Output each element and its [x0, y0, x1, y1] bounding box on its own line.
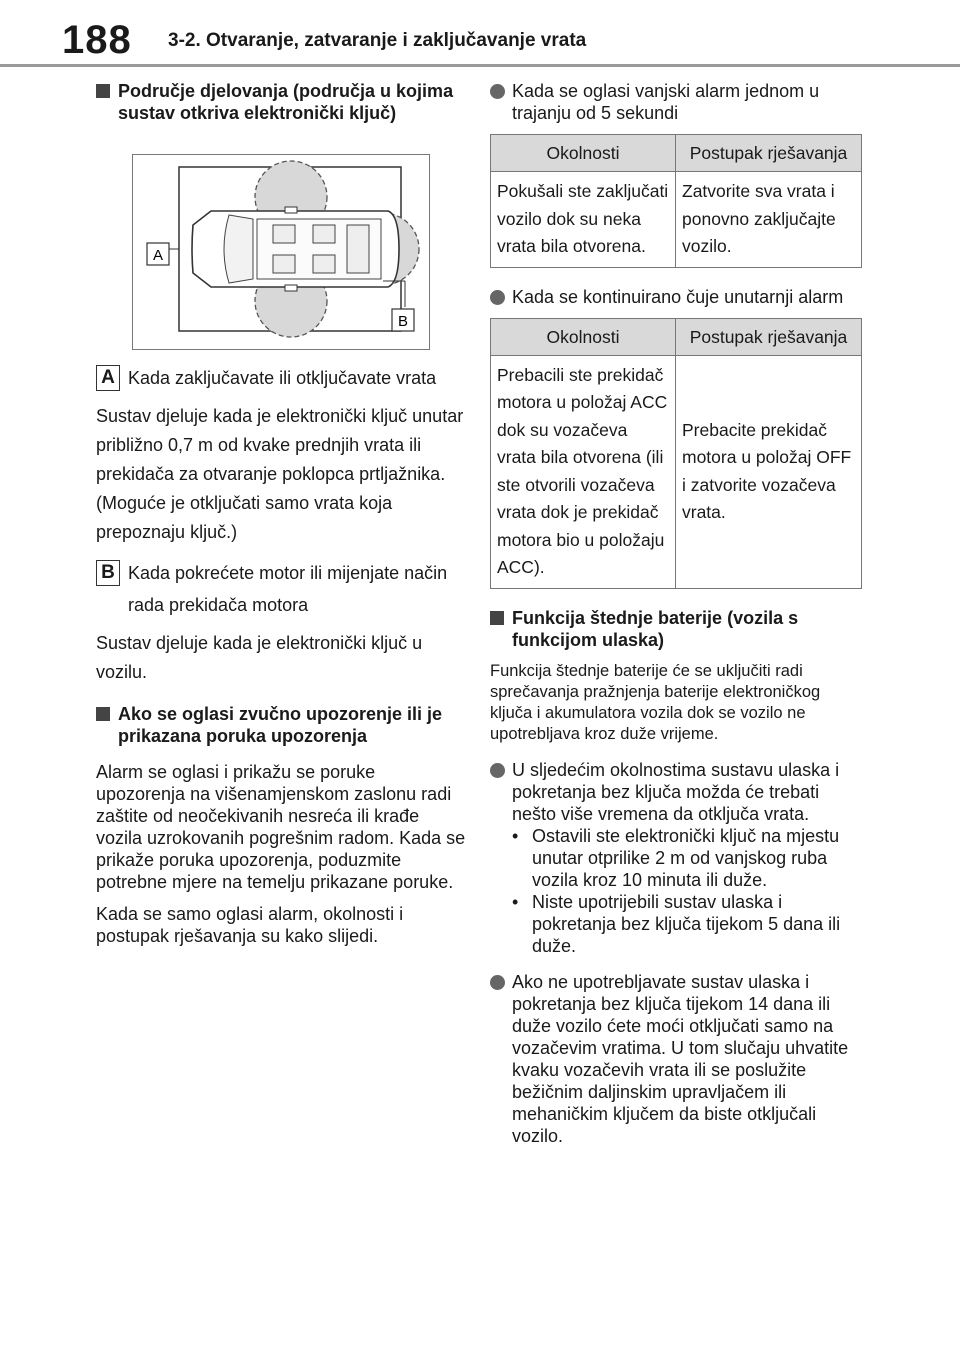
door-handle-left: [285, 207, 297, 213]
table-header: Okolnosti: [491, 135, 676, 172]
left-column: [96, 80, 466, 957]
circle-bullet-icon: [490, 975, 505, 990]
table-cell: Prebacite prekidač motora u položaj OFF i zatvorite vozačeva vrata.: [676, 355, 862, 588]
bullet-14-days: Ako ne upotrebljavate sustav ulaska i pokretanja bez ključa tijekom 14 dana ili duže vozilo ćete moći otključati samo na vozačevim vratima. U tom slučaju uhvatite kvaku vozačevih vrata ili se poslužite bežičnim daljinskim upravljačem ili mehaničkim ključem da biste otključali vozilo.: [490, 971, 866, 1147]
door-handle-right: [285, 285, 297, 291]
item-b-label: B Kada pokrećete motor ili mijenjate način rada prekidača motora: [96, 557, 466, 621]
table-row: [491, 355, 862, 588]
windshield: [224, 215, 253, 283]
item-b-text: Sustav djeluje kada je elektronički ključ u vozilu.: [96, 633, 423, 682]
chapter-title: 3-2. Otvaranje, zatvaranje i zaključavanje vrata: [168, 30, 587, 51]
dash-item-key-nearby: • Ostavili ste elektronički ključ na mjestu unutar otprilike 2 m od vanjskog ruba vozila kroz 10 minuta ili duže.: [512, 825, 840, 890]
section-heading-battery-saving: Funkcija štednje baterije (vozila s funkcijom ulaska): [490, 607, 866, 651]
table-cell: Prebacili ste prekidač motora u položaj ACC dok su vozačeva vrata bila otvorena (ili ste otvorili vozačeva vrata dok je prekidač motora bio u položaju ACC).: [491, 355, 676, 588]
table-header: Okolnosti: [491, 318, 676, 355]
callout-label-a: A: [152, 247, 164, 264]
seat-third-row: [347, 225, 369, 273]
section-heading-warning: Ako se oglasi zvučno upozorenje ili je prikazana poruka upozorenja: [96, 703, 466, 747]
table-cell: Pokušali ste zaključati vozilo dok su neka vrata bila otvorena.: [491, 172, 676, 268]
circle-bullet-icon: [490, 763, 505, 778]
square-bullet-icon: [490, 611, 504, 625]
page-header: [0, 0, 960, 70]
car-range-illustration: [133, 155, 429, 349]
bullet-external-alarm: Kada se oglasi vanjski alarm jednom u trajanju od 5 sekundi: [490, 80, 866, 124]
warning-paragraph-2: Kada se samo oglasi alarm, okolnosti i postupak rješavanja su kako slijedi.: [96, 904, 404, 946]
bullet-internal-alarm: Kada se kontinuirano čuje unutarnji alarm: [490, 286, 866, 308]
square-bullet-icon: [96, 707, 110, 721]
table-row: [491, 172, 862, 268]
table-cell: Zatvorite sva vrata i ponovno zaključajte vozilo.: [676, 172, 862, 268]
circle-bullet-icon: [490, 84, 505, 99]
warning-paragraph-1: Alarm se oglasi i prikažu se poruke upozorenja na višenamjenskom zaslonu radi zaštite od neočekivanih nesreća ili krađe vozila uzrokovanih pogrešnim radom. Kada se prikaže poruka upozorenja, poduzmite potrebne mjere na temelju prikazane poruke.: [96, 762, 466, 892]
item-a-text: Sustav djeluje kada je elektronički ključ unutar približno 0,7 m od kvake prednjih vrata ili prekidača za otvaranje poklopca prtljažnika. (Moguće je otključati samo vrata koja prepoznaju ključ.): [96, 406, 464, 542]
table-header: Postupak rješavanja: [676, 318, 862, 355]
badge-b: B: [96, 560, 120, 586]
table-external-alarm: [490, 134, 862, 268]
section-heading-range: Područje djelovanja (područja u kojima sustav otkriva elektronički ključ): [96, 80, 466, 124]
item-a-label: A Kada zaključavate ili otključavate vrata: [96, 362, 466, 394]
page-number: 188: [62, 18, 132, 62]
table-header: Postupak rješavanja: [676, 135, 862, 172]
dash-item-not-used: • Niste upotrijebili sustav ulaska i pokretanja bez ključa tijekom 5 dana ili duže.: [512, 891, 841, 956]
right-column: [490, 80, 866, 1157]
seat-rear-right: [313, 255, 335, 273]
callout-label-b: B: [397, 313, 409, 330]
battery-saving-paragraph: Funkcija štednje baterije će se uključiti radi sprečavanja pražnjenja baterije elektroničkog ključa i akumulatora vozila dok se vozilo ne upotrebljava kroz duže vrijeme.: [490, 661, 821, 743]
table-internal-alarm: [490, 318, 862, 589]
header-rule: [0, 64, 960, 67]
seat-front-right: [273, 255, 295, 273]
badge-a: A: [96, 365, 120, 391]
seat-rear-left: [313, 225, 335, 243]
circle-bullet-icon: [490, 290, 505, 305]
car-range-diagram: [132, 154, 430, 350]
bullet-slower-unlock: U sljedećim okolnostima sustavu ulaska i pokretanja bez ključa možda će trebati nešto više vremena da otključa vrata.: [490, 759, 866, 825]
seat-front-left: [273, 225, 295, 243]
square-bullet-icon: [96, 84, 110, 98]
